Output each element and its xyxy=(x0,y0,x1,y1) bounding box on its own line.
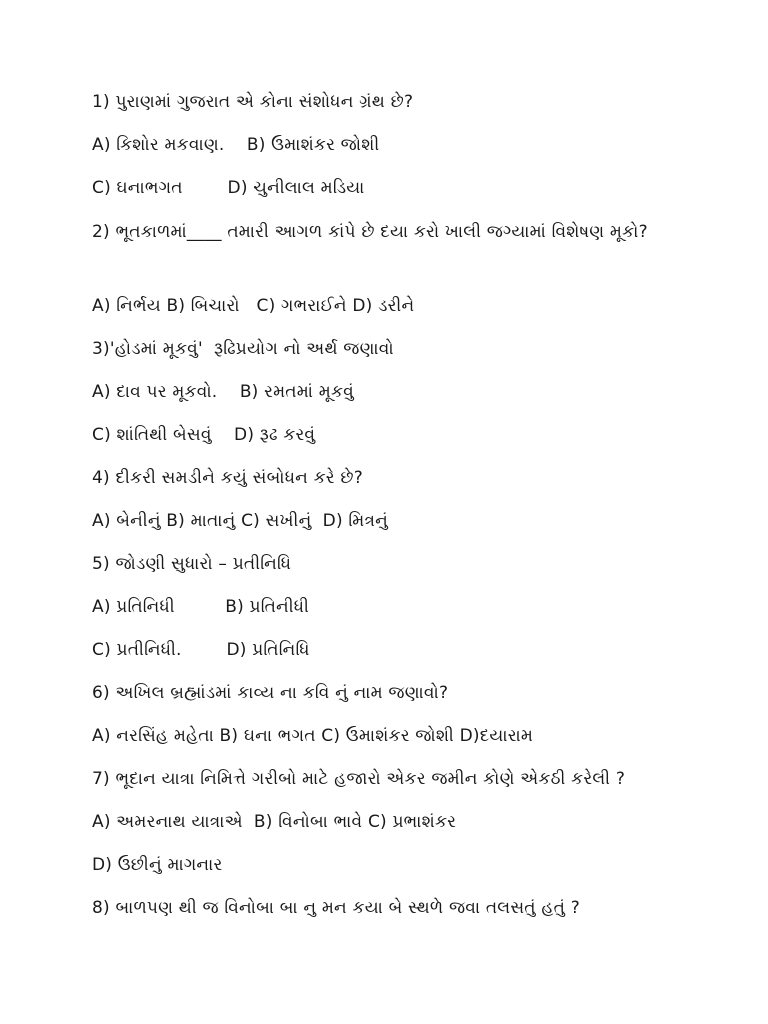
question-4-options: A) બેનીનું B) માતાનું C) સખીનું D) મિત્રનું xyxy=(92,511,388,531)
question-1-options-ab: A) કિશોર મકવાણ. B) ઉમાશંકર જોશી xyxy=(92,135,380,155)
question-1-options-cd: C) ઘનાભગત D) ચુનીલાલ મડિયા xyxy=(92,178,365,198)
question-4: 4) દીકરી સમડીને કયું સંબોધન કરે છે? xyxy=(92,468,363,488)
question-6: 6) અખિલ બ્રહ્માંડમાં કાવ્ય ના કવિ નું નામ જણાવો? xyxy=(92,683,449,703)
question-5-options-ab: A) પ્રતિનિધી B) પ્રતિનીધી xyxy=(92,597,310,617)
question-6-options: A) નરસિંહ મહેતા B) ઘના ભગત C) ઉમાશંકર જોશી D)દયારામ xyxy=(92,726,534,746)
question-7-options-abc: A) અમરનાથ યાત્રાએ B) વિનોબા ભાવે C) પ્રભાશંકર xyxy=(92,812,457,832)
question-7: 7) ભૂદાન યાત્રા નિમિત્તે ગરીબો માટે હજારો એકર જમીન કોણે એકઠી કરેલી ? xyxy=(92,769,626,789)
question-3-options-cd: C) શાંતિથી બેસવું D) રૂઢ કરવું xyxy=(92,425,316,445)
question-3: 3)'હોડમાં મૂકવું' રૂઢિપ્રયોગ નો અર્થ જણાવો xyxy=(92,339,394,359)
question-3-options-ab: A) દાવ પર મૂકવો. B) રમતમાં મૂકવું xyxy=(92,382,354,402)
question-7-option-d: D) ઉછીનું માગનાર xyxy=(92,855,223,875)
question-8: 8) બાળપણ થી જ વિનોબા બા નુ મન કયા બે સ્થળે જવા તલસતું હતું ? xyxy=(92,898,580,918)
question-1: 1) પુરાણમાં ગુજરાત એ કોના સંશોધન ગ્રંથ છે? xyxy=(92,92,414,112)
question-5-options-cd: C) પ્રતીનિધી. D) પ્રતિનિધિ xyxy=(92,640,310,660)
question-2: 2) ભૂતકાળમાં____ તમારી આગળ કાંપે છે દયા કરો ખાલી જગ્યામાં વિશેષણ મૂકો? xyxy=(92,222,648,242)
question-5: 5) જોડણી સુધારો – પ્રતીનિધિ xyxy=(92,554,292,574)
question-2-options: A) નિર્ભય B) બિચારો C) ગભરાઈને D) ડરીને xyxy=(92,296,415,316)
